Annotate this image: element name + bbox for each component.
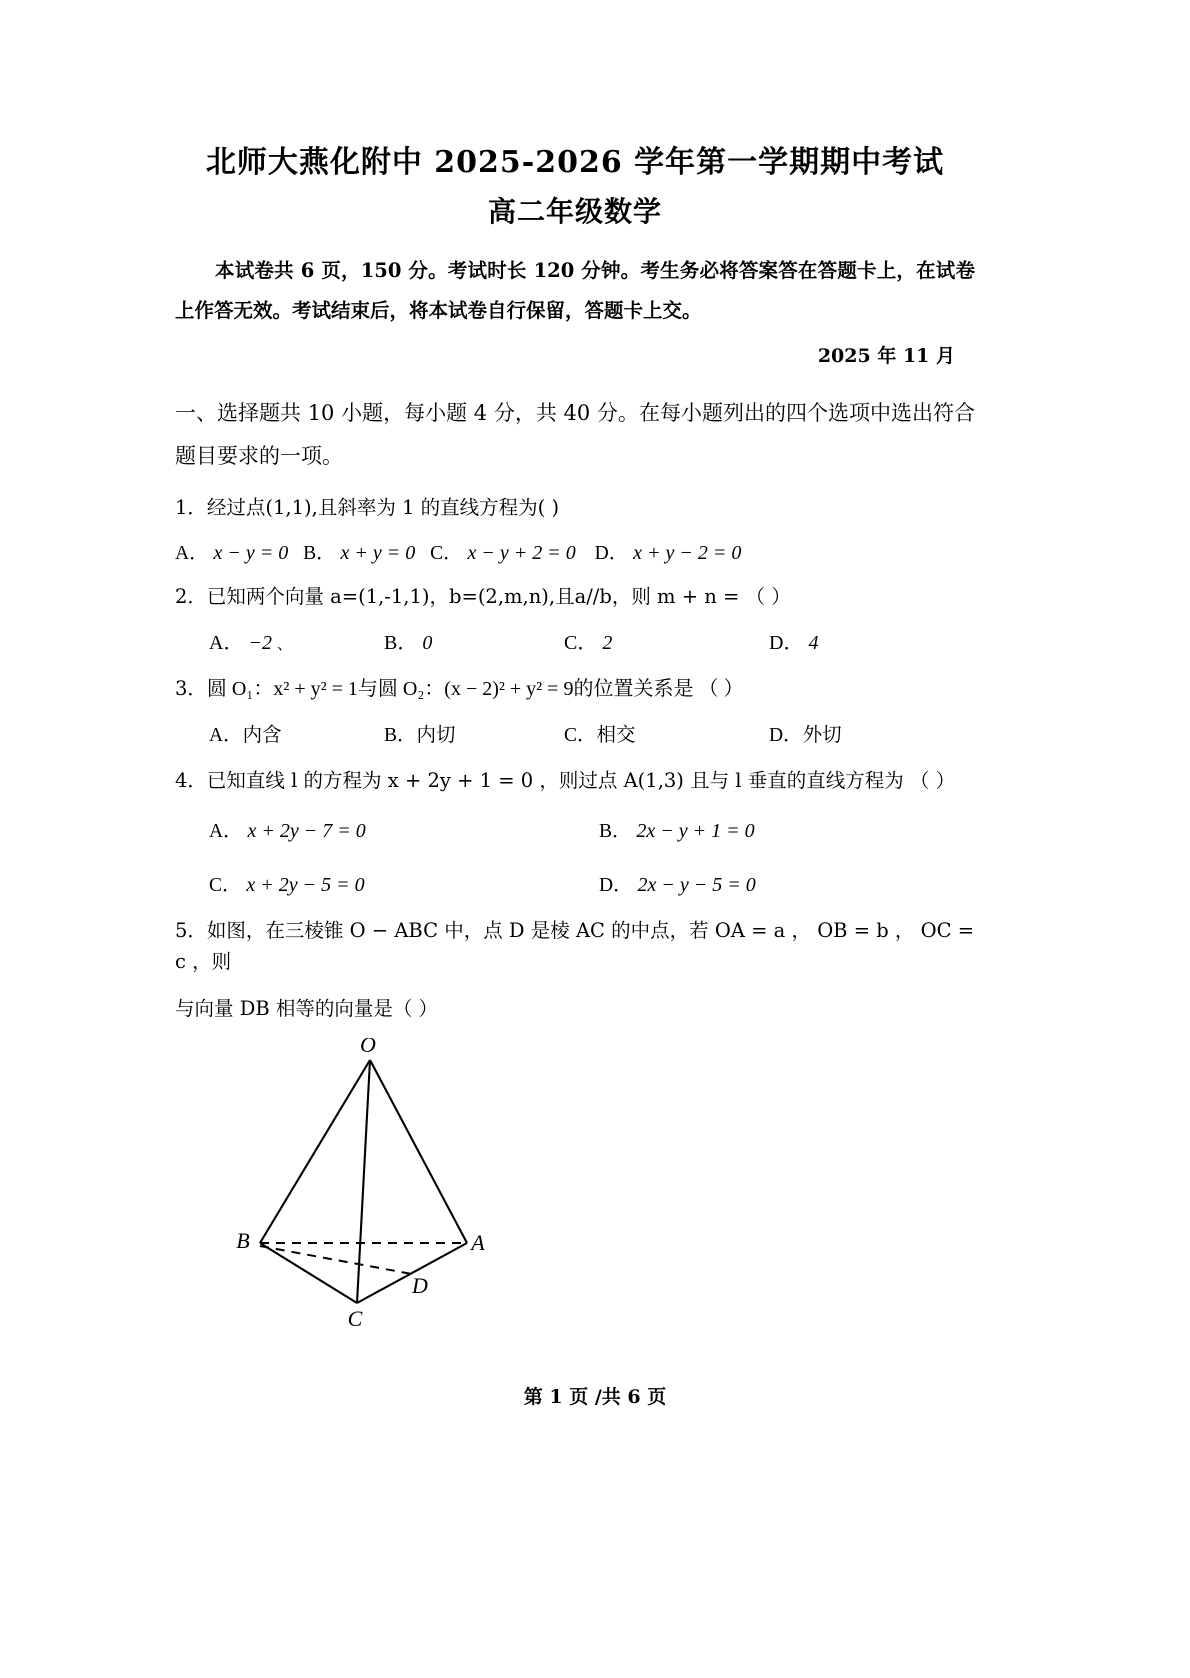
vertex-label-B: B [236, 1228, 250, 1254]
question-1-option-d[interactable]: D． x + y − 2 = 0 [594, 542, 742, 565]
question-3-option-b[interactable]: B．内切 [384, 725, 456, 747]
question-1-option-b[interactable]: B． x + y = 0 [303, 542, 416, 565]
question-1-option-a[interactable]: A． x − y = 0 [175, 542, 289, 565]
question-1-options [175, 537, 975, 565]
question-1-stem [175, 492, 975, 523]
question-2-option-b[interactable]: B． 0 [384, 632, 433, 655]
question-3-number: 3． [175, 677, 207, 701]
question-2-number: 2． [175, 585, 207, 609]
question-2-option-a[interactable]: A． −2 、 [209, 632, 292, 655]
vertex-label-C: C [347, 1306, 363, 1332]
question-2-stem [175, 581, 975, 612]
question-5-figure [235, 1038, 975, 1343]
question-4-option-b[interactable]: B． 2x − y + 1 = 0 [599, 819, 755, 842]
vertex-label-O: O [360, 1038, 376, 1058]
question-3-option-c[interactable]: C．相交 [564, 725, 636, 747]
page-content [175, 140, 975, 1343]
question-2-option-d[interactable]: D． 4 [769, 632, 819, 655]
question-4-options [209, 815, 975, 897]
question-2-option-c[interactable]: C． 2 [564, 632, 613, 655]
exam-instructions: 本试卷共 6 页，150 分。考试时长 120 分钟。考生务必将答案答在答题卡上，在试卷上作答无效。考试结束后，将本试卷自行保留，答题卡上交。 [175, 259, 975, 322]
question-5-stem-line2 [175, 993, 975, 1024]
question-4-number: 4． [175, 769, 207, 793]
question-4-text: 已知直线 l 的方程为 x + 2y + 1 = 0 ，则过点 A(1,3) 且与 l 垂直的直线方程为 （ ） [206, 769, 956, 793]
question-3-stem [175, 673, 975, 705]
question-1-option-c[interactable]: C． x − y + 2 = 0 [430, 542, 576, 565]
exam-title-line1: 北师大燕化附中 2025-2026 学年第一学期期中考试 [205, 145, 945, 180]
question-2-text: 已知两个向量 a=(1,-1,1)，b=(2,m,n),且a//b，则 m + n = （ ） [206, 585, 791, 609]
question-3-option-a[interactable]: A．内含 [209, 725, 282, 747]
question-5-text-line2: 与向量 DB 相等的向量是（ ） [175, 996, 439, 1020]
question-4-option-d[interactable]: D． 2x − y − 5 = 0 [599, 873, 756, 896]
question-2-options [209, 626, 975, 655]
tetrahedron-diagram [235, 1038, 565, 1338]
vertex-label-A: A [471, 1230, 485, 1256]
question-3-option-d[interactable]: D．外切 [769, 725, 842, 747]
question-3-options [209, 719, 975, 747]
edge-OC [357, 1060, 370, 1303]
question-5-number: 5． [175, 918, 207, 942]
question-4-stem [175, 765, 975, 796]
page-footer: 第 1 页 /共 6 页 [523, 1386, 667, 1408]
question-5-text-line1: 如图，在三棱锥 O − ABC 中，点 D 是棱 AC 的中点，若 OA = a ， OB = b ， OC = c ，则 [175, 918, 975, 973]
vertex-label-D: D [412, 1273, 428, 1299]
question-1-number: 1． [175, 496, 207, 520]
question-4-option-c[interactable]: C． x + 2y − 5 = 0 [209, 873, 365, 896]
question-1-text: 经过点(1,1),且斜率为 1 的直线方程为( ) [206, 496, 560, 520]
question-5-stem-line1 [175, 915, 975, 977]
edge-BD-hidden [260, 1246, 412, 1274]
question-4-option-a[interactable]: A． x + 2y − 7 = 0 [209, 819, 366, 842]
question-3-text: 圆 O₁：x² + y² = 1与圆 O₂：(x − 2)² + y² = 9的位置关系是 （ ） [206, 678, 744, 701]
section-heading-choice: 一、选择题共 10 小题，每小题 4 分，共 40 分。在每小题列出的四个选项中选出符合题目要求的一项。 [175, 400, 975, 468]
edge-OB [260, 1060, 370, 1243]
exam-title-line2: 高二年级数学 [487, 195, 662, 228]
edge-BC [260, 1243, 357, 1303]
edge-OA [370, 1060, 467, 1243]
exam-date: 2025 年 11 月 [817, 344, 955, 367]
